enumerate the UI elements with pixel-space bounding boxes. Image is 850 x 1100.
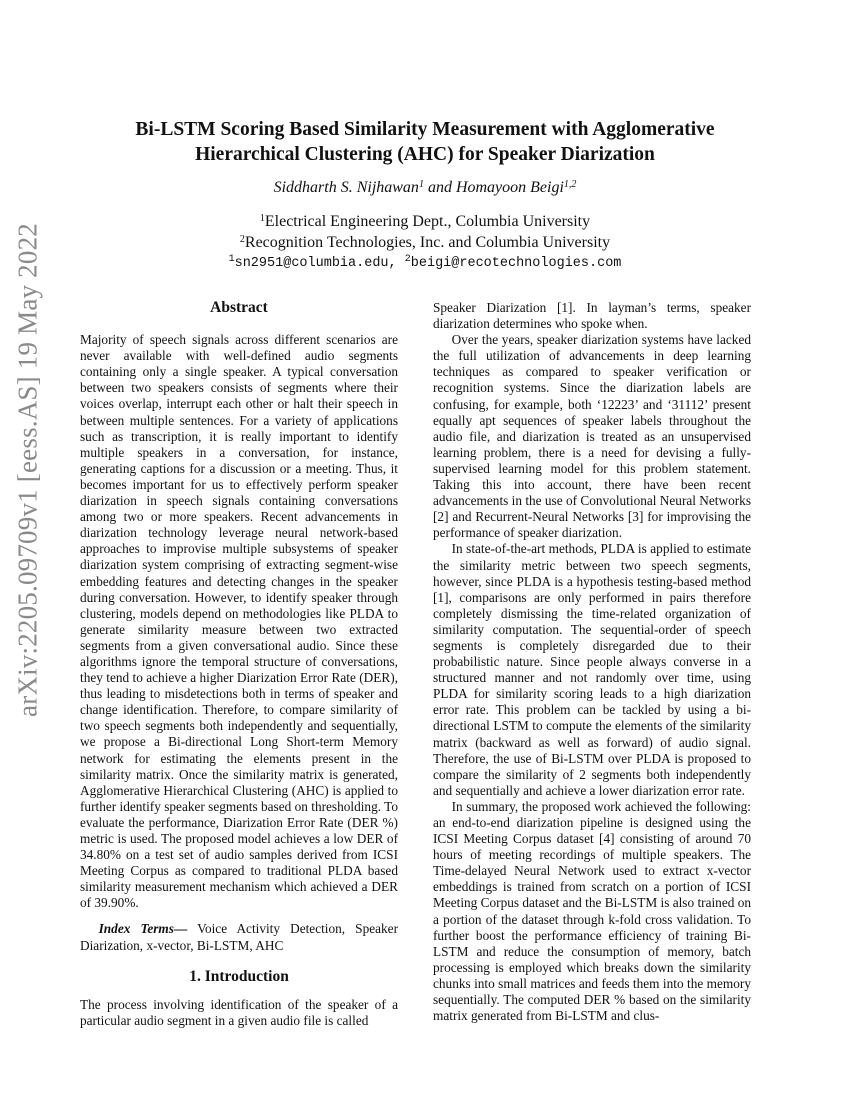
paper-title-line-1: Bi-LSTM Scoring Based Similarity Measurement with Agglomerative xyxy=(135,119,715,140)
affiliation-marker: 1 xyxy=(259,213,265,224)
author-affiliation-marker: 1,2 xyxy=(563,179,577,190)
email-address: sn2951@columbia.edu, xyxy=(234,256,397,271)
intro-paragraph: In summary, the proposed work achieved the following: an end-to-end diarization pipeline is designed using the ICSI Meeting Corpus dataset [4] consisting of around 70 hours of meeting recordings of multiple speakers. The Time-delayed Neural Network used to extract x-vector embeddings is trained from scratch on a portion of ICSI Meeting Corpus dataset and the Bi-LSTM is also trained on a portion of the dataset through k-fold cross validation. To further boost the performance efficiency of training Bi-LSTM and reduce the consumption of memory, batch processing is employed which breaks down the similarity chunks into small matrices and feeds them into the memory sequentially. The computed DER % based on the similarity matrix generated from Bi-LSTM and clus- xyxy=(433,798,751,1024)
intro-paragraph: In state-of-the-art methods, PLDA is applied to estimate the similarity metric between two speech segments, however, since PLDA is a hypothesis testing-based method [1], comparisons are only performed in pairs therefore completely dismissing the time-related organization of similarity computation. The sequential-order of speech segments is completely disregarded due to their probabilistic nature. Since people always converse in a structured manner and not randomly over time, using PLDA for similarity scoring leads to a high diarization error rate. This problem can be tackled by using a bi-directional LSTM to compute the elements of the similarity matrix (backward as well as forward) of audio signal. Therefore, the use of Bi-LSTM over PLDA is proposed to compare the similarity of 2 segments both independently and sequentially and achieve a lower diarization error rate. xyxy=(433,541,751,798)
email-address: beigi@recotechnologies.com xyxy=(410,256,622,271)
arxiv-identifier: arXiv:2205.09709v1 [eess.AS] 19 May 2022 xyxy=(12,223,43,717)
intro-paragraph: Over the years, speaker diarization systems have lacked the full utilization of advancements in deep learning techniques as compared to speaker verification or recognition systems. Since the diarization labels are confusing, for example, both ‘12223’ and ‘31112’ present equally apt sequences of speaker labels throughout the audio file, and diarization is treated as an unsupervised learning problem, there is a need for devising a fully-supervised learning model for this problem statement. Taking this into account, there have been recent advancements in the use of Convolutional Neural Networks [2] and Recurrent-Neural Networks [3] for improvising the performance of speaker diarization. xyxy=(433,332,751,541)
email-marker: 2 xyxy=(404,254,411,265)
left-column xyxy=(80,300,398,1029)
paper-title-line-2: Hierarchical Clustering (AHC) for Speaker Diarization xyxy=(195,144,655,165)
paper-title xyxy=(80,117,770,167)
index-terms xyxy=(80,921,398,953)
affiliation-marker: 2 xyxy=(239,234,245,245)
affiliation-line xyxy=(80,232,770,253)
index-terms-label: Index Terms— xyxy=(98,921,188,937)
affiliation-text: Recognition Technologies, Inc. and Columbia University xyxy=(244,234,611,251)
affiliation-line xyxy=(80,211,770,232)
email-line xyxy=(80,253,770,274)
intro-paragraph: Speaker Diarization [1]. In layman’s terms, speaker diarization determines who spoke when. xyxy=(433,300,751,332)
author-separator: and xyxy=(423,179,456,196)
author-name: Homayoon Beigi xyxy=(455,179,564,196)
abstract-heading: Abstract xyxy=(210,299,268,316)
introduction-heading: 1. Introduction xyxy=(189,967,289,985)
author-affiliation-marker: 1 xyxy=(418,179,424,190)
intro-paragraph: The process involving identification of the speaker of a particular audio segment in a given audio file is called xyxy=(80,996,398,1028)
index-terms-text: Voice Activity Detection, Speaker Diarization, x-vector, Bi-LSTM, AHC xyxy=(80,921,398,953)
abstract-text: Majority of speech signals across different scenarios are never available with well-defined audio segments containing only a single speaker. A typical conversation between two speakers consists of segments where their voices overlap, interrupt each other or halt their speech in between multiple sentences. For a variety of applications such as transcription, it is really important to identify multiple speakers in a conversation, for instance, generating captions for a discussion or a meeting. Thus, it becomes important for us to effectively perform speaker diarization in speech signals containing conversations among two or more speakers. Recent advancements in diarization technology leverage neural network-based approaches to improvise multiple subsystems of speaker diarization system comprising of extracting segment-wise embedding features and detecting changes in the speaker during conversation. However, to identify speaker through clustering, models depend on methodologies like PLDA to generate similarity measure between two extracted segments from a given conversational audio. Since these algorithms ignore the temporal structure of conversations, they tend to achieve a higher Diarization Error Rate (DER), thus leading to misdetections both in terms of speaker and change identification. Therefore, to compare similarity of two speech segments both independently and sequentially, we propose a Bi-directional Long Short-term Memory network for estimating the elements present in the similarity matrix. Once the similarity matrix is generated, Agglomerative Hierarchical Clustering (AHC) is applied to further identify speaker segments based on thresholding. To evaluate the performance, Diarization Error Rate (DER %) metric is used. The proposed model achieves a low DER of 34.80% on a test set of audio samples derived from ICSI Meeting Corpus as compared to traditional PLDA based similarity measurement mechanism which achieved a DER of 39.90%. xyxy=(80,332,398,911)
affiliation-text: Electrical Engineering Dept., Columbia University xyxy=(264,213,591,230)
email-marker: 1 xyxy=(228,254,235,265)
author-name: Siddharth S. Nijhawan xyxy=(273,179,419,196)
arxiv-identifier-sidebar xyxy=(8,223,48,717)
right-column xyxy=(433,300,751,1024)
affiliations xyxy=(80,211,770,274)
author-list xyxy=(80,179,770,197)
